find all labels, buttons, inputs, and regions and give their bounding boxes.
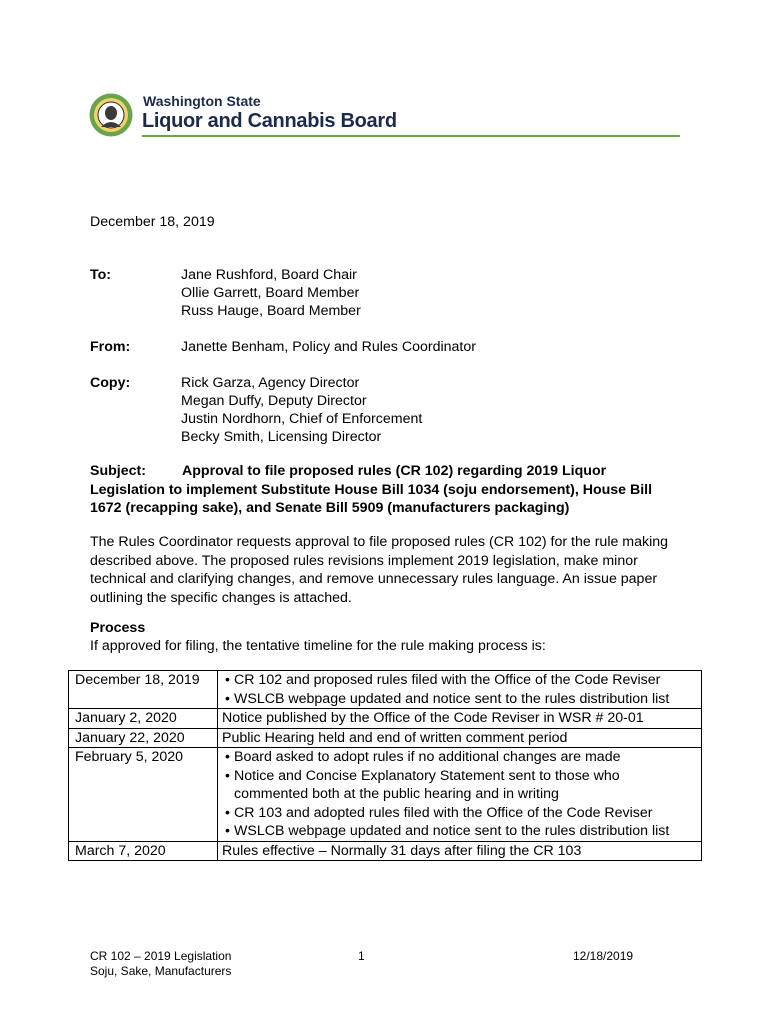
timeline-activity bbox=[218, 748, 702, 842]
process-intro: If approved for filing, the tentative timeline for the rule making process is: bbox=[90, 638, 546, 654]
intro-paragraph: The Rules Coordinator requests approval to file proposed rules (CR 102) for the rule making described above. The proposed rules revisions implement 2019 legislation, make minor technical and clarifying changes, and remove unnecessary rules language. An issue paper outlining the specific changes is attached. bbox=[90, 534, 669, 606]
table-row bbox=[69, 709, 702, 729]
copy-recipient: Megan Duffy, Deputy Director bbox=[181, 393, 367, 409]
copy-recipient: Becky Smith, Licensing Director bbox=[181, 429, 382, 445]
footer-date: 12/18/2019 bbox=[573, 949, 634, 963]
from-sender: Janette Benham, Policy and Rules Coordinator bbox=[181, 339, 476, 355]
timeline-date: December 18, 2019 bbox=[69, 671, 218, 709]
org-name-line2: Liquor and Cannabis Board bbox=[142, 110, 397, 132]
table-row bbox=[69, 748, 702, 842]
list-item: • WSLCB webpage updated and notice sent to the rules distribution list bbox=[222, 690, 697, 709]
timeline-activity: Rules effective – Normally 31 days after filing the CR 103 bbox=[218, 841, 702, 861]
list-item: • WSLCB webpage updated and notice sent to the rules distribution list bbox=[222, 822, 697, 841]
timeline-activity: Notice published by the Office of the Code Reviser in WSR # 20-01 bbox=[218, 709, 702, 729]
table-row bbox=[69, 841, 702, 861]
timeline-date: March 7, 2020 bbox=[69, 841, 218, 861]
timeline-date: January 22, 2020 bbox=[69, 728, 218, 748]
memo-date: December 18, 2019 bbox=[90, 214, 215, 230]
footer-doc-subtitle: Soju, Sake, Manufacturers bbox=[90, 964, 232, 978]
to-recipient: Ollie Garrett, Board Member bbox=[181, 285, 360, 301]
copy-recipient: Justin Nordhorn, Chief of Enforcement bbox=[181, 411, 423, 427]
to-recipient: Jane Rushford, Board Chair bbox=[181, 267, 357, 283]
list-item: • Notice and Concise Explanatory Statement sent to those who commented both at the public hearing and in writing bbox=[222, 767, 697, 804]
letterhead-rule bbox=[142, 135, 680, 137]
copy-recipient: Rick Garza, Agency Director bbox=[181, 375, 360, 391]
org-name-line1: Washington State bbox=[143, 93, 261, 109]
list-item: • CR 102 and proposed rules filed with the Office of the Code Reviser bbox=[222, 671, 697, 690]
timeline-date: January 2, 2020 bbox=[69, 709, 218, 729]
timeline-date: February 5, 2020 bbox=[69, 748, 218, 842]
subject-label: Subject: bbox=[90, 463, 146, 479]
subject-block bbox=[90, 462, 680, 518]
timeline-activity: Public Hearing held and end of written comment period bbox=[218, 728, 702, 748]
subject-text: Approval to file proposed rules (CR 102) regarding 2019 Liquor Legislation to implement Substitute House Bill 1034 (soju endorsement), House Bill 1672 (recapping sake), and Senate Bill 5909 (manufacturers packaging) bbox=[90, 463, 653, 516]
from-label: From: bbox=[90, 339, 131, 355]
to-recipient: Russ Hauge, Board Member bbox=[181, 303, 361, 319]
table-row bbox=[69, 671, 702, 709]
timeline-table bbox=[68, 670, 702, 861]
state-seal-logo bbox=[89, 93, 133, 137]
copy-label: Copy: bbox=[90, 375, 131, 391]
timeline-activity bbox=[218, 671, 702, 709]
process-heading: Process bbox=[90, 620, 146, 636]
to-label: To: bbox=[90, 267, 112, 283]
table-row bbox=[69, 728, 702, 748]
footer-page-number: 1 bbox=[358, 949, 365, 963]
footer-doc-title: CR 102 – 2019 Legislation bbox=[90, 949, 232, 963]
list-item: • CR 103 and adopted rules filed with the Office of the Code Reviser bbox=[222, 804, 697, 823]
list-item: • Board asked to adopt rules if no additional changes are made bbox=[222, 748, 697, 767]
